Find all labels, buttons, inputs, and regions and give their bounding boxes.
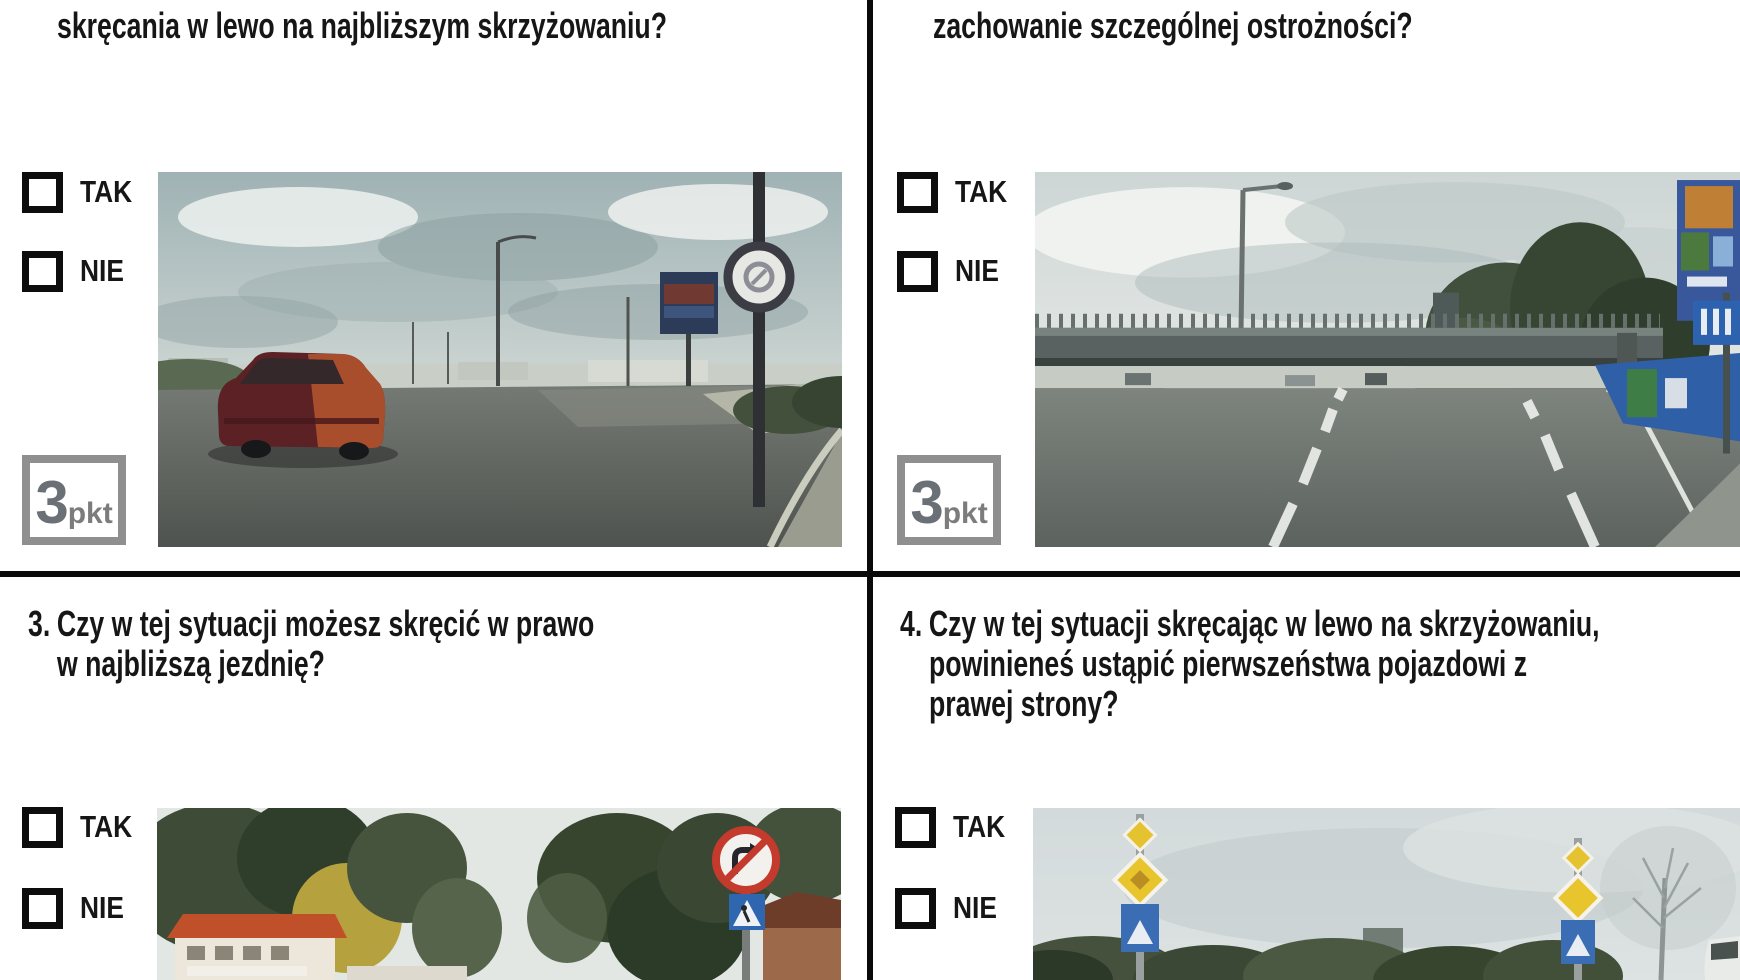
question-line (900, 604, 1600, 644)
tak-label: TAK (80, 174, 133, 209)
points-text (910, 468, 987, 537)
answer-option-tak (22, 806, 141, 848)
street-lamp (1241, 190, 1243, 333)
points-text (35, 468, 112, 537)
sign-pole (753, 172, 765, 507)
question-cell-1 (0, 0, 867, 571)
question-line: w najbliższą jezdnię? (57, 643, 325, 684)
points-value: 3 (910, 469, 943, 536)
answer-option-tak (897, 171, 1016, 213)
question-line: skręcania w lewo na najbliższym skrzyżowaniu? (57, 5, 667, 46)
road-photo-scene (157, 808, 841, 980)
orange-roof-building (167, 914, 347, 980)
nie-label: NIE (953, 890, 997, 925)
road-photo-scene (158, 172, 842, 547)
no-right-turn-sign (716, 830, 776, 890)
answer-option-nie (895, 887, 1005, 929)
question-line-text: Czy w tej sytuacji skręcając w lewo na skrzyżowaniu, (928, 603, 1600, 644)
road-photo-scene (1035, 172, 1740, 547)
question-line: powinieneś ustąpić pierwszeństwa pojazdowi z (929, 643, 1528, 684)
answer-option-tak (895, 806, 1014, 848)
tak-label: TAK (955, 174, 1008, 209)
white-vehicle (1705, 936, 1740, 980)
round-prohibition-sign (728, 246, 790, 308)
question-line-text: Czy w tej sytuacji możesz skręcić w prawo (56, 603, 595, 644)
points-value: 3 (35, 469, 68, 536)
question-line: zachowanie szczególnej ostrożności? (933, 5, 1413, 46)
question-photo (157, 808, 841, 980)
question-line: prawej strony? (929, 683, 1119, 724)
nie-label: NIE (955, 253, 999, 288)
points-unit: pkt (67, 497, 113, 530)
brown-roof-house (753, 892, 841, 980)
question-photo (158, 172, 842, 547)
question-photo (1035, 172, 1740, 547)
nie-label: NIE (80, 890, 124, 925)
tak-checkbox[interactable] (895, 807, 936, 848)
tak-label: TAK (80, 809, 133, 844)
question-photo (1033, 808, 1740, 980)
nie-label: NIE (80, 253, 124, 288)
points-badge (897, 455, 1001, 545)
question-cell-4 (873, 577, 1740, 980)
question-line (28, 604, 594, 644)
question-text (900, 604, 1740, 724)
billboard (1677, 180, 1740, 321)
question-cell-2 (873, 0, 1740, 571)
points-unit: pkt (942, 497, 988, 530)
nie-checkbox[interactable] (22, 251, 63, 292)
answer-option-tak (22, 171, 141, 213)
road-photo-scene (1033, 808, 1740, 980)
tak-label: TAK (953, 809, 1006, 844)
blue-direction-sign (1693, 301, 1740, 345)
answer-option-nie (897, 250, 1007, 292)
tak-checkbox[interactable] (22, 807, 63, 848)
tak-checkbox[interactable] (22, 172, 63, 213)
question-text (28, 604, 793, 684)
nie-checkbox[interactable] (22, 888, 63, 929)
question-text (933, 6, 1581, 46)
question-cell-3 (0, 577, 867, 980)
nie-checkbox[interactable] (895, 888, 936, 929)
nie-checkbox[interactable] (897, 251, 938, 292)
tak-checkbox[interactable] (897, 172, 938, 213)
question-text (57, 6, 867, 46)
question-number: 4. (900, 603, 923, 644)
answer-option-nie (22, 887, 132, 929)
answer-option-nie (22, 250, 132, 292)
question-number: 3. (28, 603, 51, 644)
points-badge (22, 455, 126, 545)
pedestrian-crossing-sign (729, 894, 765, 930)
